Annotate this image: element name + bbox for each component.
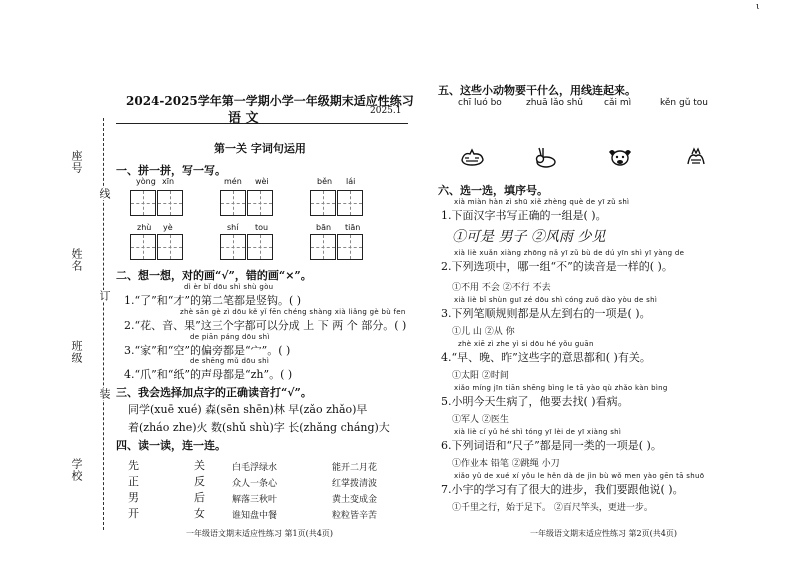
exam-title: 2024-2025学年第一学期小学一年级期末适应性练习 <box>126 94 414 108</box>
exam-date: 2025.1 <box>370 106 402 116</box>
q2-item: 1.“了”和“才”的第二笔都是竖钩。( ) <box>124 294 302 307</box>
q4-item[interactable]: 粒粒皆辛苦 <box>332 511 378 521</box>
q3-row: 着(zháo zhe)火 数(shǔ shù)字 长(zhǎng cháng)大 <box>128 421 390 434</box>
q2-title: 二、想一想，对的画“√”，错的画“×”。 <box>116 269 312 282</box>
q6-pinyin: xiǎo míng jīn tiān shēng bìng le tā yào qù zhǎo kàn bìng <box>454 384 668 392</box>
subject-title: 语 文 <box>228 111 259 126</box>
pinyin: lái <box>346 177 356 186</box>
q4-far-column <box>332 460 377 524</box>
q4-item[interactable]: 解落三秋叶 <box>232 495 278 505</box>
q4-mid-column <box>194 458 205 522</box>
pinyin: yè <box>163 223 173 232</box>
q6-pinyin: xià liè bǐ shùn guī zé dōu shì cóng zuǒ dào yòu de shì <box>454 296 658 304</box>
q6-item: 2.下列选项中，哪一组“不”的读音是一样的( )。 <box>441 260 673 273</box>
q6-item: 6.下列词语和“尺子”都是同一类的一项是( )。 <box>441 439 662 452</box>
writing-grid[interactable] <box>220 190 274 216</box>
dog-icon[interactable] <box>606 146 634 168</box>
footer-right: 一年级语文期末适应性练习 第2页(共4页) <box>530 529 677 538</box>
q6-title: 六、选一选，填序号。 <box>438 184 548 197</box>
q4-item[interactable]: 先 <box>128 459 139 472</box>
q6-options: ①不用 不会 ②不行 不去 <box>452 283 551 293</box>
pinyin: tiān <box>345 223 361 232</box>
writing-grid[interactable] <box>310 190 364 216</box>
q3-title: 三、我会选择加点字的正确读音打“√”。 <box>116 386 312 399</box>
q2-pinyin: de piān páng dōu shì <box>190 333 270 341</box>
q6-options: ①儿 山 ②从 你 <box>452 327 515 337</box>
q5-pinyin: kěn gǔ tou <box>660 98 709 108</box>
q2-pinyin: de shēng mǔ dōu shì <box>190 357 270 365</box>
bind-word-bind: 装 <box>98 388 111 400</box>
q2-item: 2.“花、音、果”这三个字都可以分成 上 下 两 个 部分。( ) <box>124 319 407 332</box>
pinyin: mén <box>224 177 242 186</box>
q4-item[interactable]: 谁知盘中餐 <box>232 511 278 521</box>
q6-pinyin: xià liè xuǎn xiàng zhōng nǎ yī zǔ bù de dú yīn shì yī yàng de <box>454 249 685 257</box>
q6-pinyin: xiǎo yǔ de xué xí yǒu le hěn dà de jìn bù wǒ men yào gēn tā shuō <box>454 472 705 480</box>
binding-sidebar <box>0 0 118 561</box>
q5-pinyin: chī luó bo <box>458 98 502 108</box>
q4-item[interactable]: 正 <box>128 475 139 488</box>
q4-right-column <box>232 460 277 524</box>
pinyin: wèi <box>255 177 269 186</box>
pinyin: shí <box>227 223 239 232</box>
q4-item[interactable]: 众人一条心 <box>232 479 278 489</box>
q6-options: ①军人 ②医生 <box>452 415 509 425</box>
q3-row: 同学(xuē xué) 森(sēn shēn)林 早(zǎo zhǎo)早 <box>128 403 368 416</box>
q2-item: 3.“家”和“空”的偏旁都是“宀”。( ) <box>124 344 291 357</box>
writing-grid[interactable] <box>130 190 184 216</box>
q6-item: 5.小明今天生病了，他要去找( )看病。 <box>441 395 629 408</box>
section1-title: 第一关 字词句运用 <box>214 142 306 155</box>
q6-options: ①太阳 ②时间 <box>452 371 509 381</box>
q6-item: 7.小宇的学习有了很大的进步，我们要跟他说( )。 <box>441 483 684 496</box>
q6-item: 3.下列笔顺规则都是从左到右的一项是( )。 <box>441 307 651 320</box>
cat-icon[interactable] <box>458 146 486 168</box>
bee-icon[interactable] <box>682 146 710 168</box>
q4-item[interactable]: 红掌拨清波 <box>332 479 378 489</box>
binding-line <box>103 118 104 530</box>
pinyin: xīn <box>162 177 175 186</box>
q6-pinyin: xià liè cí yǔ hé shì tóng yī lèi de yī xiàng shì <box>454 428 622 436</box>
label-school: 学校 <box>70 458 83 482</box>
q2-pinyin: zhè sān gè zì dōu kě yǐ fēn chéng shàng xià liǎng gè bù fen <box>180 308 406 316</box>
q6-item: 4.“早、晚、昨”这些字的意思都和( )有关。 <box>441 351 651 364</box>
q5-title: 五、这些小动物要干什么，用线连起来。 <box>438 84 636 97</box>
writing-grid[interactable] <box>310 234 364 260</box>
pinyin: yòng <box>136 177 156 186</box>
q4-item[interactable]: 白毛浮绿水 <box>232 463 278 473</box>
label-class: 班级 <box>70 340 83 364</box>
label-seat: 座号 <box>70 150 83 174</box>
q6-options: ①千里之行，始于足下。 ②百尺竿头，更进一步。 <box>452 503 653 513</box>
rabbit-icon[interactable] <box>530 146 558 168</box>
pinyin: běn <box>317 177 333 186</box>
q4-left-column <box>128 458 139 522</box>
corner-mark: ι <box>756 2 760 12</box>
q5-pinyin: cǎi mì <box>604 98 632 108</box>
writing-grid[interactable] <box>220 234 274 260</box>
q4-item[interactable]: 女 <box>194 507 205 520</box>
q6-handwriting-options: ①可是 男子 ②风雨 少见 <box>452 229 606 245</box>
q2-item: 4.“爪”和“纸”的声母都是“zh”。( ) <box>124 368 293 381</box>
q4-item[interactable]: 开 <box>128 507 139 520</box>
q5-pinyin: zhuā lǎo shǔ <box>526 98 583 108</box>
bind-word-line: 线 <box>98 188 111 200</box>
q6-pinyin: xià miàn hàn zì shū xiě zhèng què de yī zǔ shì <box>454 198 630 206</box>
pinyin: zhù <box>137 223 152 232</box>
label-name: 姓名 <box>70 248 83 272</box>
q4-item[interactable]: 反 <box>194 475 205 488</box>
header-rule <box>116 123 408 124</box>
q6-options: ①作业本 铅笔 ②跳绳 小刀 <box>452 459 560 469</box>
pinyin: tou <box>255 223 269 232</box>
pinyin: bān <box>316 223 332 232</box>
q6-pinyin: zhè xiē zì zhe yì si dōu hé yǒu guān <box>458 340 594 348</box>
q4-item[interactable]: 男 <box>128 491 139 504</box>
q4-item[interactable]: 后 <box>194 491 205 504</box>
writing-grid[interactable] <box>130 234 184 260</box>
q1-title: 一、拼一拼，写一写。 <box>116 164 226 177</box>
q6-item: 1.下面汉字书写正确的一组是( )。 <box>441 209 607 222</box>
q4-item[interactable]: 关 <box>194 459 205 472</box>
bind-word-staple: 订 <box>98 290 111 302</box>
footer-left: 一年级语文期末适应性练习 第1页(共4页) <box>186 529 333 538</box>
q4-title: 四、读一读，连一连。 <box>116 439 226 452</box>
q4-item[interactable]: 黄土变成金 <box>332 495 378 505</box>
q4-item[interactable]: 能开二月花 <box>332 463 378 473</box>
q2-pinyin: dì èr bǐ dōu shì shù gòu <box>184 283 274 291</box>
